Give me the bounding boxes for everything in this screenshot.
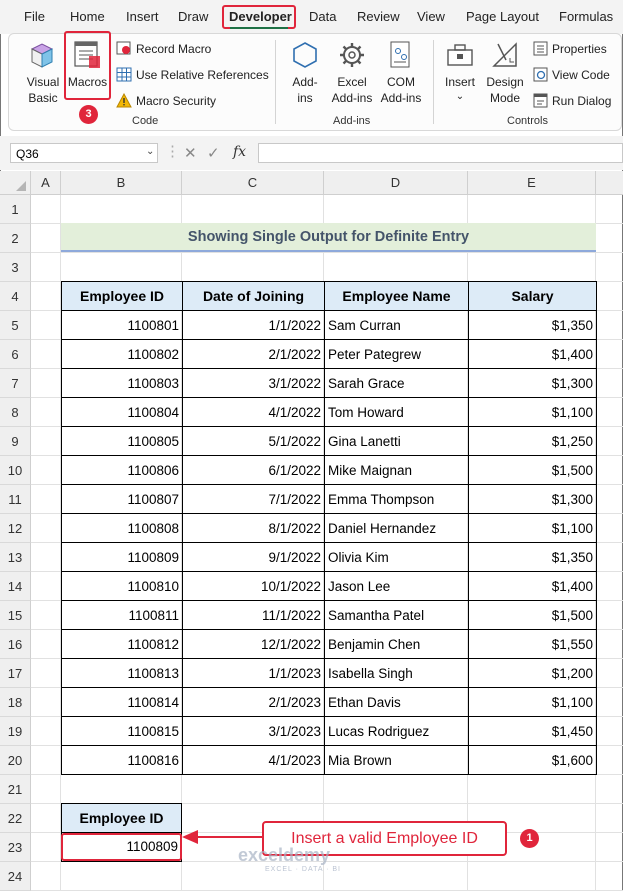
formula-input[interactable] [258,143,623,163]
insert-function-button[interactable]: fx [233,144,247,160]
tab-home[interactable]: Home [70,9,105,24]
table-row [62,543,597,572]
table-body [62,311,597,775]
cell-employee-id[interactable]: 1100815 [62,717,183,746]
add-ins-label-1[interactable]: Add- [292,75,318,89]
instruction-callout: Insert a valid Employee ID [262,821,507,856]
row-header-23[interactable]: 23 [0,833,31,862]
sheet-title[interactable]: Showing Single Output for Definite Entry [61,223,596,252]
run-dialog-button[interactable]: Run Dialog [552,94,612,108]
column-header-d[interactable]: D [324,171,468,195]
tab-developer[interactable]: Developer [229,9,292,24]
visual-basic-label-1[interactable]: Visual [26,75,60,89]
cell-employee-id[interactable]: 1100804 [62,398,183,427]
lookup-employee-id-cell[interactable]: 1100809 [61,833,182,862]
row-header-1[interactable]: 1 [0,195,31,224]
cell-date-of-joining[interactable]: 2/1/2023 [183,688,325,717]
controls-group-label: Controls [507,115,548,127]
cell-employee-name[interactable]: Ethan Davis [325,688,469,717]
table-row [62,746,597,775]
cell-date-of-joining[interactable]: 5/1/2022 [183,427,325,456]
cell-salary[interactable]: $1,450 [469,717,597,746]
view-code-button[interactable]: View Code [552,68,610,82]
cell-employee-id[interactable]: 1100805 [62,427,183,456]
ribbon-separator [433,40,434,124]
cell-employee-name[interactable]: Tom Howard [325,398,469,427]
use-relative-references-button[interactable]: Use Relative References [136,68,269,82]
cell-date-of-joining[interactable]: 9/1/2022 [183,543,325,572]
row-header-10[interactable]: 10 [0,456,31,485]
select-all-corner[interactable] [0,171,31,195]
name-box[interactable]: Q36 [10,143,158,163]
cell-employee-id[interactable]: 1100807 [62,485,183,514]
tab-review[interactable]: Review [357,9,400,24]
tab-formulas[interactable]: Formulas [559,9,614,24]
insert-controls-toolbox-icon[interactable] [445,40,475,70]
table-row [62,340,597,369]
row-header-15[interactable]: 15 [0,601,31,630]
cell-employee-name[interactable]: Gina Lanetti [325,427,469,456]
cell-employee-name[interactable]: Lucas Rodriguez [325,717,469,746]
gridline [31,252,623,253]
cell-employee-name[interactable]: Mia Brown [325,746,469,775]
chevron-down-icon[interactable]: ⌄ [455,91,465,102]
cell-employee-name[interactable]: Olivia Kim [325,543,469,572]
macros-highlight [64,31,111,100]
cell-date-of-joining[interactable]: 1/1/2022 [183,311,325,340]
cell-employee-id[interactable]: 1100803 [62,369,183,398]
cell-employee-id[interactable]: 1100806 [62,456,183,485]
table-row [62,456,597,485]
cell-date-of-joining[interactable]: 3/1/2023 [183,717,325,746]
properties-button[interactable]: Properties [552,42,607,56]
column-header-a[interactable]: A [31,171,61,195]
table-row [62,717,597,746]
warning-icon[interactable] [116,93,132,108]
code-group-label: Code [132,115,159,127]
cell-employee-id[interactable]: 1100810 [62,572,183,601]
confirm-icon[interactable]: ✓ [207,145,220,162]
visual-basic-label-2[interactable]: Basic [28,91,58,105]
cell-employee-id[interactable]: 1100809 [62,543,183,572]
header-salary[interactable]: Salary [469,282,597,311]
column-header-b[interactable]: B [61,171,182,195]
cell-salary[interactable]: $1,400 [469,572,597,601]
excel-add-ins-gear-icon[interactable] [337,40,367,70]
cell-employee-id[interactable]: 1100808 [62,514,183,543]
table-row [62,427,597,456]
row-header-13[interactable]: 13 [0,543,31,572]
record-macro-icon[interactable] [116,41,132,56]
cancel-icon[interactable]: ✕ [184,145,197,162]
cell-employee-id[interactable]: 1100816 [62,746,183,775]
table-row [62,601,597,630]
column-header-c[interactable]: C [182,171,324,195]
row-header-6[interactable]: 6 [0,340,31,369]
row-header-18[interactable]: 18 [0,688,31,717]
cell-date-of-joining[interactable]: 10/1/2022 [183,572,325,601]
callout-arrow-icon [180,828,266,846]
table-row [62,659,597,688]
tab-file[interactable]: File [24,9,45,24]
cell-date-of-joining[interactable]: 4/1/2022 [183,398,325,427]
view-code-icon[interactable] [533,67,548,82]
row-header-14[interactable]: 14 [0,572,31,601]
cell-salary[interactable]: $1,200 [469,659,597,688]
cell-employee-id[interactable]: 1100801 [62,311,183,340]
cell-salary[interactable]: $1,250 [469,427,597,456]
record-macro-button[interactable]: Record Macro [136,42,212,56]
cell-salary[interactable]: $1,100 [469,398,597,427]
macros-label[interactable]: Macros [67,75,108,89]
cell-date-of-joining[interactable]: 11/1/2022 [183,601,325,630]
com-add-ins-label-2[interactable]: Add-ins [380,91,422,105]
row-header-19[interactable]: 19 [0,717,31,746]
chevron-down-icon[interactable]: ⌄ [146,146,155,157]
cell-salary[interactable]: $1,550 [469,630,597,659]
cell-salary[interactable]: $1,100 [469,688,597,717]
cell-employee-name[interactable]: Samantha Patel [325,601,469,630]
cell-date-of-joining[interactable]: 6/1/2022 [183,456,325,485]
more-options-icon[interactable]: ⋮ [165,143,180,160]
cell-salary[interactable]: $1,600 [469,746,597,775]
insert-controls-label[interactable]: Insert [444,75,475,89]
table-row [62,572,597,601]
cell-employee-name[interactable]: Peter Pategrew [325,340,469,369]
developer-tab-highlight [222,5,296,29]
column-header-overflow [596,171,623,195]
tab-insert[interactable]: Insert [126,9,159,24]
ribbon-separator [275,40,276,124]
com-add-ins-icon[interactable] [386,40,416,70]
com-add-ins-label-1[interactable]: COM [387,75,415,89]
cell-employee-id[interactable]: 1100813 [62,659,183,688]
cell-employee-name[interactable]: Jason Lee [325,572,469,601]
row-header-8[interactable]: 8 [0,398,31,427]
cell-date-of-joining[interactable]: 4/1/2023 [183,746,325,775]
ribbon-tab-bar [0,0,623,34]
header-employee-id[interactable]: Employee ID [62,282,183,311]
lookup-cell-highlight [61,833,182,861]
row-header-17[interactable]: 17 [0,659,31,688]
design-mode-icon[interactable] [490,40,520,70]
row-header-4[interactable]: 4 [0,282,31,311]
row-header-3[interactable]: 3 [0,253,31,282]
cell-salary[interactable]: $1,500 [469,456,597,485]
cell-employee-id[interactable]: 1100802 [62,340,183,369]
cell-salary[interactable]: $1,100 [469,514,597,543]
cell-date-of-joining[interactable]: 12/1/2022 [183,630,325,659]
add-ins-label-2[interactable]: ins [297,91,313,105]
row-header-5[interactable]: 5 [0,311,31,340]
add-ins-group-label: Add-ins [333,115,371,127]
cell-date-of-joining[interactable]: 3/1/2022 [183,369,325,398]
row-header-16[interactable]: 16 [0,630,31,659]
row-header-9[interactable]: 9 [0,427,31,456]
design-mode-label-1[interactable]: Design [486,75,524,89]
table-row [62,369,597,398]
cell-employee-id[interactable]: 1100812 [62,630,183,659]
cell-date-of-joining[interactable]: 7/1/2022 [183,485,325,514]
column-header-e[interactable]: E [468,171,596,195]
table-row [62,311,597,340]
cell-date-of-joining[interactable]: 2/1/2022 [183,340,325,369]
cell-salary[interactable]: $1,400 [469,340,597,369]
lookup-label[interactable]: Employee ID [61,803,182,833]
run-dialog-icon[interactable] [533,93,548,108]
row-header-24[interactable]: 24 [0,862,31,891]
cell-employee-name[interactable]: Mike Maignan [325,456,469,485]
tab-draw[interactable]: Draw [178,9,209,24]
cell-employee-name[interactable]: Emma Thompson [325,485,469,514]
cell-employee-name[interactable]: Daniel Hernandez [325,514,469,543]
cell-date-of-joining[interactable]: 1/1/2023 [183,659,325,688]
tab-page-layout[interactable]: Page Layout [466,9,540,24]
cell-employee-id[interactable]: 1100811 [62,601,183,630]
design-mode-label-2[interactable]: Mode [489,91,521,105]
row-header-22[interactable]: 22 [0,804,31,833]
row-header-11[interactable]: 11 [0,485,31,514]
table-row [62,514,597,543]
table-row [62,688,597,717]
cell-employee-name[interactable]: Sarah Grace [325,369,469,398]
macro-security-button[interactable]: Macro Security [136,94,217,108]
cell-date-of-joining[interactable]: 8/1/2022 [183,514,325,543]
cell-salary[interactable]: $1,500 [469,601,597,630]
watermark-tagline: EXCEL · DATA · BI [265,866,341,873]
header-employee-name[interactable]: Employee Name [325,282,469,311]
row-header-12[interactable]: 12 [0,514,31,543]
tab-view[interactable]: View [417,9,445,24]
step-badge-1: 1 [520,829,539,848]
excel-add-ins-label-1[interactable]: Excel [337,75,367,89]
excel-add-ins-label-2[interactable]: Add-ins [331,91,373,105]
row-header-7[interactable]: 7 [0,369,31,398]
step-badge-3: 3 [79,105,98,124]
add-ins-icon[interactable] [290,40,320,70]
cell-employee-id[interactable]: 1100814 [62,688,183,717]
row-header-21[interactable]: 21 [0,775,31,804]
employee-table [61,281,597,775]
properties-icon[interactable] [533,41,548,56]
row-header-20[interactable]: 20 [0,746,31,775]
watermark-logo: exceldemy [238,845,331,865]
visual-basic-icon[interactable] [28,40,58,70]
active-tab-underline [230,27,288,29]
table-row [62,630,597,659]
cell-salary[interactable]: $1,300 [469,369,597,398]
cell-employee-name[interactable]: Isabella Singh [325,659,469,688]
header-date-of-joining[interactable]: Date of Joining [183,282,325,311]
cell-salary[interactable]: $1,300 [469,485,597,514]
cell-salary[interactable]: $1,350 [469,543,597,572]
table-row [62,485,597,514]
cell-salary[interactable]: $1,350 [469,311,597,340]
row-header-2[interactable]: 2 [0,224,31,253]
table-row [62,398,597,427]
tab-data[interactable]: Data [309,9,337,24]
relative-references-icon[interactable] [116,67,132,82]
cell-employee-name[interactable]: Sam Curran [325,311,469,340]
cell-employee-name[interactable]: Benjamin Chen [325,630,469,659]
